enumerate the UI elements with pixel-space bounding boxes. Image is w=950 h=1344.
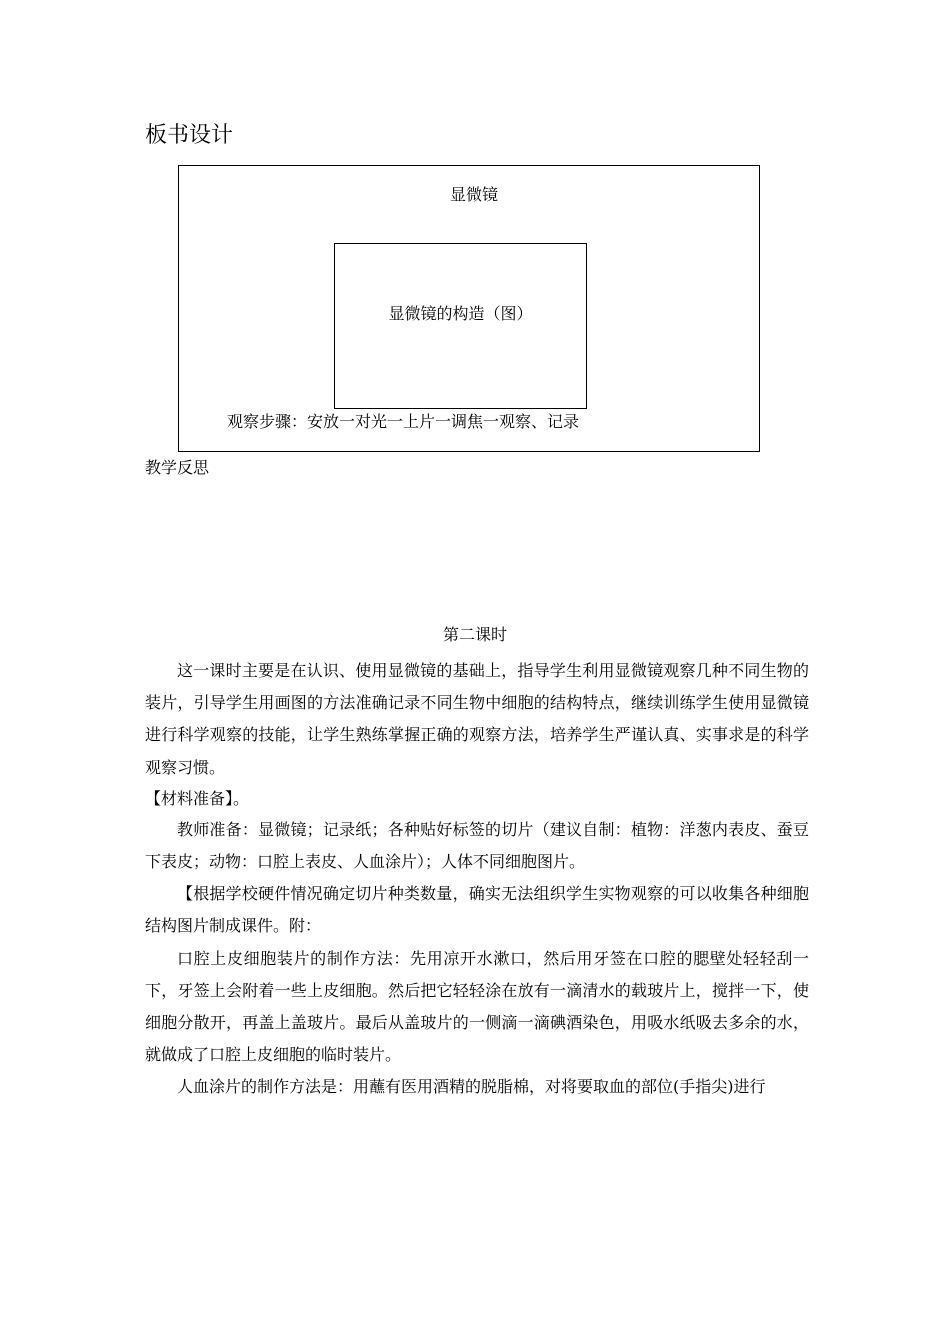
paragraph-hardware-note: 【根据学校硬件情况确定切片种类数量，确实无法组织学生实物观察的可以收集各种细胞结构图片制成课件。附： bbox=[145, 884, 809, 936]
board-structure-label: 显微镜的构造（图） bbox=[388, 304, 533, 323]
board-inner-frame bbox=[334, 243, 587, 409]
board-main-label-text: 显微镜 bbox=[449, 185, 498, 204]
board-main-label bbox=[0, 184, 950, 206]
lesson-title: 第二课时 bbox=[442, 625, 507, 644]
section-title-board-design: 板书设计 bbox=[145, 123, 234, 148]
paragraph-intro: 这一课时主要是在认识、使用显微镜的基础上，指导学生利用显微镜观察几种不同生物的装片，引导学生用画图的方法准确记录不同生物中细胞的结构特点，继续训练学生使用显微镜进行科学观察的技能，让学生熟练掌握正确的观察方法，培养学生严谨认真、实事求是的科学观察习惯。 bbox=[145, 661, 809, 777]
lesson-content bbox=[145, 655, 809, 1104]
reflection-heading: 教学反思 bbox=[145, 458, 210, 477]
paragraph-teacher-prep: 教师准备：显微镜；记录纸；各种贴好标签的切片（建议自制：植物：洋葱内表皮、蚕豆下表皮；动物：口腔上表皮、人血涂片）；人体不同细胞图片。 bbox=[145, 819, 809, 872]
paragraph-materials-heading: 【材料准备】。 bbox=[145, 788, 250, 808]
board-steps-label: 观察步骤：安放一对光一上片一调焦一观察、记录 bbox=[227, 412, 580, 431]
paragraph-blood-smear-method: 人血涂片的制作方法是：用蘸有医用酒精的脱脂棉，对将要取血的部位(手指尖)进行 bbox=[177, 1077, 766, 1097]
paragraph-oral-cell-method: 口腔上皮细胞装片的制作方法：先用凉开水漱口，然后用牙签在口腔的腮壁处轻轻刮一下，牙签上会附着一些上皮细胞。然后把它轻轻涂在放有一滴清水的载玻片上，搅拌一下，使细胞分散开，再盖上盖玻片。最后从盖玻片的一侧滴一滴碘酒染色，用吸水纸吸去多余的水，就做成了口腔上皮细胞的临时装片。 bbox=[145, 948, 809, 1065]
